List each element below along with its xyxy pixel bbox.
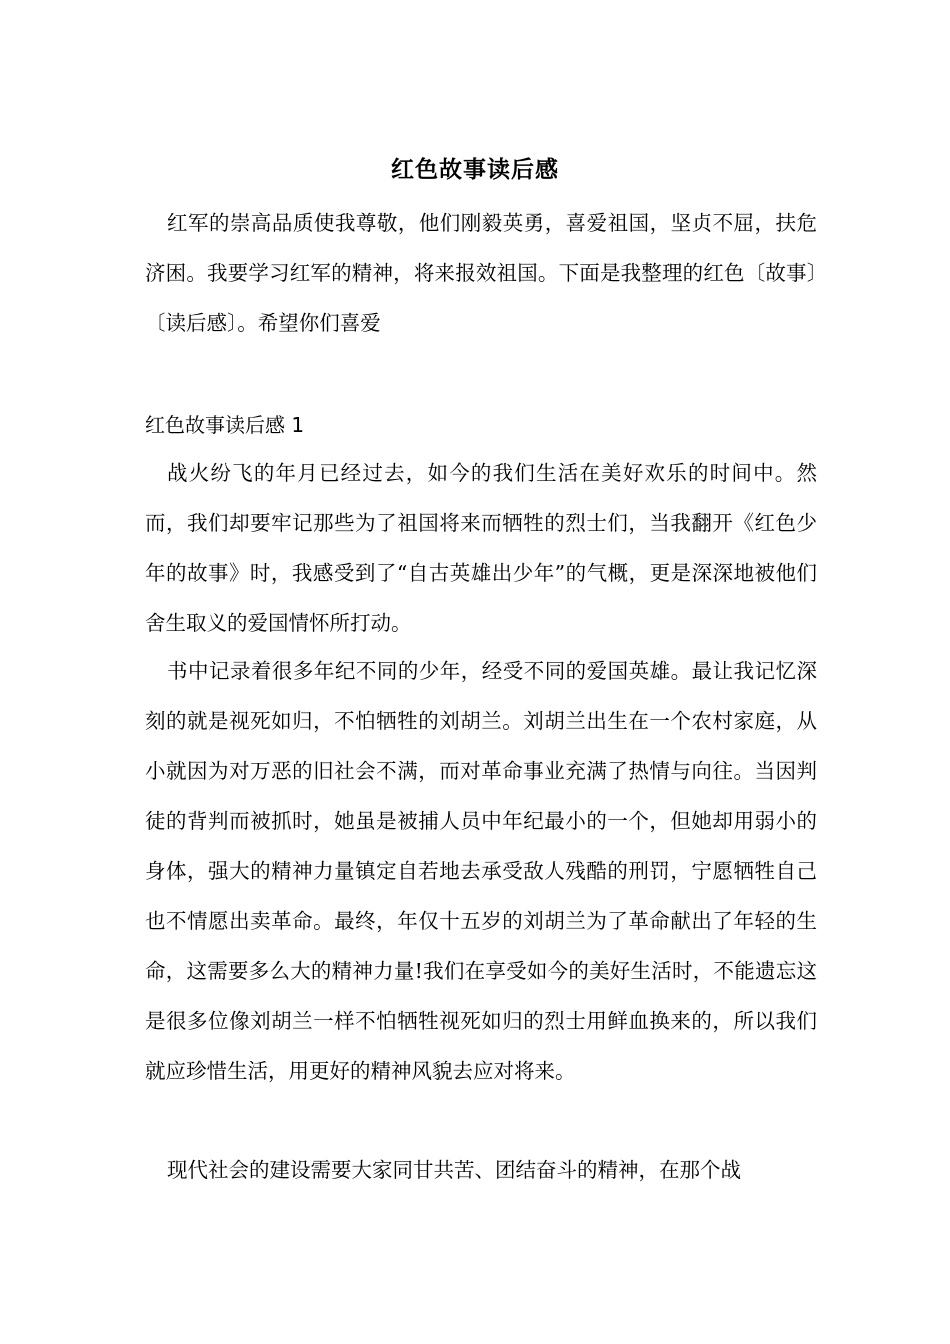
intro-paragraph: 红军的崇高品质使我尊敬，他们刚毅英勇，喜爱祖国，坚贞不屈，扶危济困。我要学习红军的精神，将来报效祖国。下面是我整理的红色〔故事〕〔读后感〕。希望你们喜爱 [145, 211, 817, 335]
body-paragraph-1: 战火纷飞的年月已经过去，如今的我们生活在美好欢乐的时间中。然而，我们却要牢记那些为了祖国将来而牺牲的烈士们，当我翻开《红色少年的故事》时，我感受到了“自古英雄出少年”的气概，更是深深地被他们舍生取义的爱国情怀所打动。 [145, 461, 817, 635]
section-heading: 红色故事读后感 1 [145, 413, 305, 437]
body-paragraph-2: 书中记录着很多年纪不同的少年，经受不同的爱国英雄。最让我记忆深刻的就是视死如归，不怕牺牲的刘胡兰。刘胡兰出生在一个农村家庭，从小就因为对万恶的旧社会不满，而对革命事业充满了热情与向往。当因判徒的背判而被抓时，她虽是被捕人员中年纪最小的一个，但她却用弱小的身体，强大的精神力量镇定自若地去承受敌人残酷的刑罚，宁愿牺牲自己也不情愿出卖革命。最终，年仅十五岁的刘胡兰为了革命献出了年轻的生命，这需要多么大的精神力量!我们在享受如今的美好生活时，不能遗忘这是很多位像刘胡兰一样不怕牺牲视死如归的烈士用鲜血换来的，所以我们就应珍惜生活，用更好的精神风貌去应对将来。 [145, 659, 817, 1083]
document-title: 红色故事读后感 [391, 156, 559, 183]
body-paragraph-3: 现代社会的建设需要大家同甘共苦、团结奋斗的精神，在那个战 [167, 1158, 741, 1182]
